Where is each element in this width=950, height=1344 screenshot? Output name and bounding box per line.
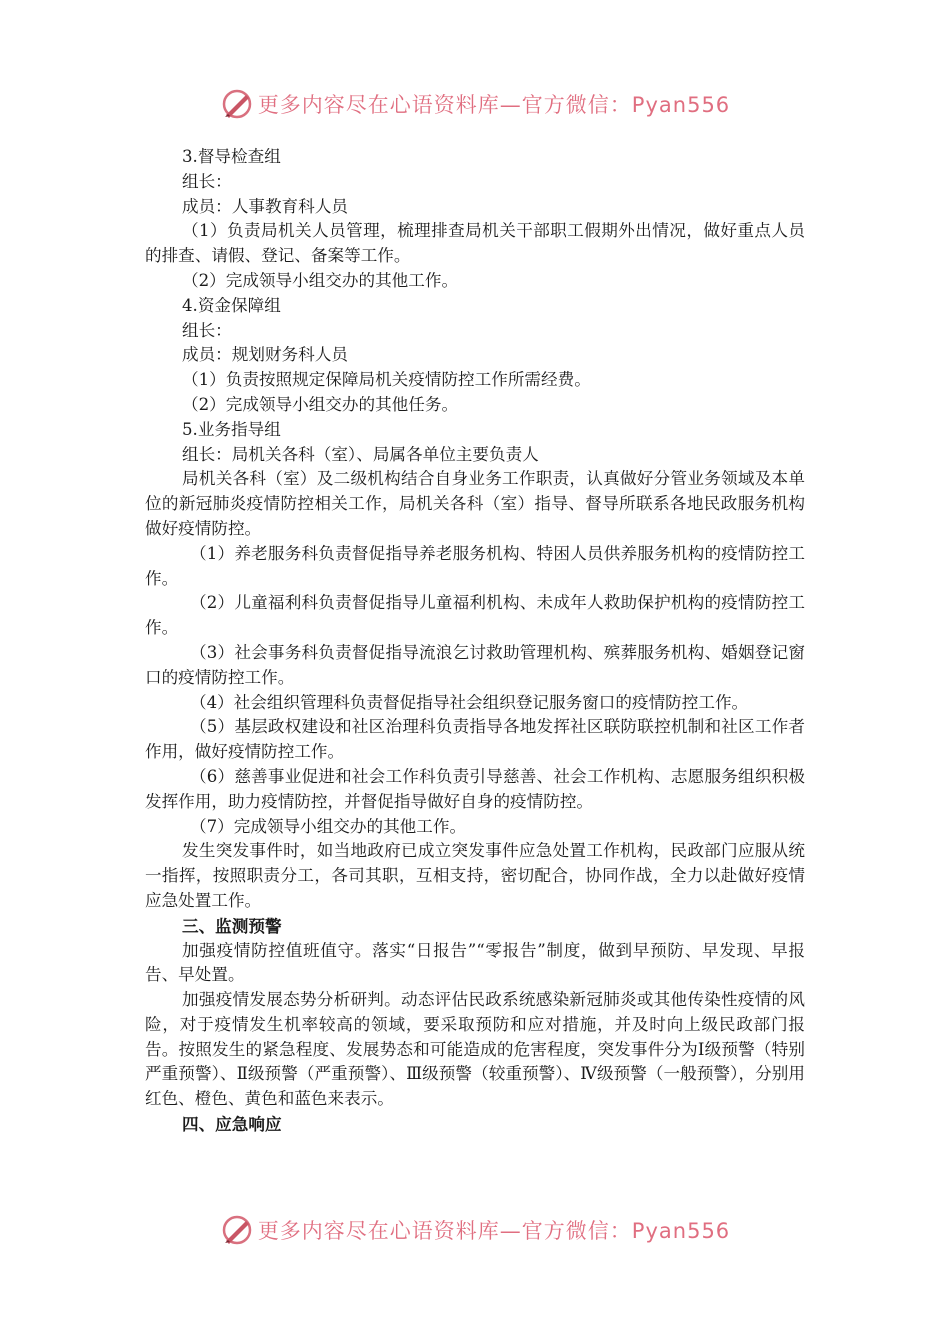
banner-text: 更多内容尽在心语资料库—官方微信：Pyan556 bbox=[257, 1219, 731, 1243]
banner-text: 更多内容尽在心语资料库—官方微信：Pyan556 bbox=[257, 93, 731, 117]
text-line: 成员：规划财务科人员 bbox=[182, 345, 348, 365]
paragraph: （7）完成领导小组交办的其他工作。 bbox=[190, 816, 467, 836]
text-line: 组长：局机关各科（室）、局属各单位主要负责人 bbox=[182, 444, 539, 464]
paragraph: 加强疫情发展态势分析研判。动态评估民政系统感染新冠肺炎或其他传染性疫情的风险，对于疫情发生机率较高的领域，要采取预防和应对措施，并及时向上级民政部门报告。按照发生的紧急程度、发展势态和可能造成的危害程度，突发事件分为Ⅰ级预警（特别严重预警）、Ⅱ级预警（严重预警）、Ⅲ级预警（较重预警）、Ⅳ级预警（一般预警），分别用红色、橙色、黄色和蓝色来表示。 bbox=[145, 990, 805, 1109]
section-heading: 5.业务指导组 bbox=[182, 419, 281, 439]
section-heading: 4.资金保障组 bbox=[182, 295, 281, 315]
paragraph: （2）儿童福利科负责督促指导儿童福利机构、未成年人救助保护机构的疫情防控工作。 bbox=[145, 593, 805, 638]
document-body bbox=[145, 145, 805, 1137]
text-line: 组长： bbox=[182, 171, 232, 191]
pen-logo-icon bbox=[220, 87, 254, 121]
section-heading: 3.督导检查组 bbox=[182, 147, 281, 166]
paragraph: （6）慈善事业促进和社会工作科负责引导慈善、社会工作机构、志愿服务组织积极发挥作用，助力疫情防控，并督促指导做好自身的疫情防控。 bbox=[145, 766, 805, 811]
text-line: 组长： bbox=[182, 320, 232, 340]
pen-logo-icon bbox=[220, 1213, 254, 1247]
header-banner bbox=[0, 84, 950, 124]
footer-banner bbox=[0, 1210, 950, 1250]
text-line: （2）完成领导小组交办的其他工作。 bbox=[182, 270, 459, 290]
paragraph: （1）负责局机关人员管理，梳理排查局机关干部职工假期外出情况，做好重点人员的排查、请假、登记、备案等工作。 bbox=[145, 221, 805, 266]
section-heading: 三、监测预警 bbox=[182, 915, 282, 936]
paragraph: （5）基层政权建设和社区治理科负责指导各地发挥社区联防联控机制和社区工作者作用，做好疫情防控工作。 bbox=[145, 717, 805, 762]
paragraph: （1）养老服务科负责督促指导养老服务机构、特困人员供养服务机构的疫情防控工作。 bbox=[145, 543, 805, 588]
text-line: （1）负责按照规定保障局机关疫情防控工作所需经费。 bbox=[182, 370, 591, 390]
paragraph: 发生突发事件时，如当地政府已成立突发事件应急处置工作机构，民政部门应服从统一指挥，按照职责分工，各司其职，互相支持，密切配合，协同作战，全力以赴做好疫情应急处置工作。 bbox=[145, 841, 805, 910]
text-line: （2）完成领导小组交办的其他任务。 bbox=[182, 394, 459, 414]
paragraph: 局机关各科（室）及二级机构结合自身业务工作职责，认真做好分管业务领域及本单位的新冠肺炎疫情防控相关工作，局机关各科（室）指导、督导所联系各地民政服务机构做好疫情防控。 bbox=[145, 469, 805, 538]
paragraph: （3）社会事务科负责督促指导流浪乞讨救助管理机构、殡葬服务机构、婚姻登记窗口的疫情防控工作。 bbox=[145, 642, 805, 687]
paragraph: （4）社会组织管理科负责督促指导社会组织登记服务窗口的疫情防控工作。 bbox=[190, 692, 749, 712]
section-heading: 四、应急响应 bbox=[182, 1114, 282, 1135]
text-line: 成员：人事教育科人员 bbox=[182, 196, 348, 216]
paragraph: 加强疫情防控值班值守。落实“日报告”“零报告”制度，做到早预防、早发现、早报告、早处置。 bbox=[145, 940, 805, 985]
